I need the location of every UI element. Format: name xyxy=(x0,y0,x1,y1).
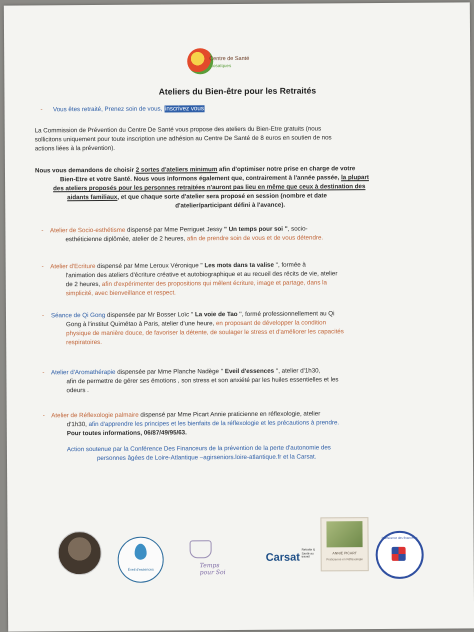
bullet: - xyxy=(41,263,44,271)
drop-icon xyxy=(135,544,147,560)
logo-subname: Mosaïques xyxy=(209,63,232,69)
notice-text: afin d'optimiser notre prise en charge de votre xyxy=(217,165,356,174)
workshop-text: '', atelier d'1h30, xyxy=(274,367,321,375)
workshop-quote: Les mots dans ta valise xyxy=(204,261,274,270)
workshop-name: Atelier d'Ecriture xyxy=(50,263,96,271)
workshop-text: Gong à l'institut Quimétao à Paris, atelier d'une heure, xyxy=(66,320,216,329)
workshop-benefit: afin d'expérimenter des propositions qui mêlent écriture, image et partage, dans la xyxy=(101,279,328,288)
card-name: ANNIE PICART xyxy=(332,551,357,556)
workshop-line xyxy=(67,419,339,429)
commission-line: sollicitons uniquement pour toute inscription une adhésion au Centre De Santé de 8 euros en soutien de nos xyxy=(34,134,332,144)
intro-bullet: - xyxy=(40,106,43,114)
logo-name: Centre de Santé xyxy=(209,55,250,63)
intro-highlight: inscrivez vous xyxy=(165,105,204,113)
card-image xyxy=(326,521,362,547)
notice-line: d'atelier/participant défini à l'avance). xyxy=(175,201,286,210)
workshop-line: afin de permettre de gérer ses émotions , son stress et son anxiété par les huiles essentielles et les xyxy=(66,376,339,386)
workshop-line xyxy=(66,279,327,289)
workshop-text: esthéticienne diplômée, atelier de 2 heures, xyxy=(65,235,187,244)
round-logo-caption: Conférence des financeurs xyxy=(381,535,418,541)
carsat-tagline: Retraite & Santé au travail xyxy=(301,547,315,559)
partner-logos xyxy=(7,512,473,585)
teapot-icon xyxy=(190,540,212,558)
workshop-text: dispensé par Mme Leroux Véronique '' xyxy=(95,262,205,271)
workshop-text: dispensé par Mme Perriguet Jessy xyxy=(125,226,225,234)
workshop-line: l'animation des ateliers d'écriture créative et autobiographique et au recueil des récits de vie, atelier xyxy=(65,270,338,280)
workshop-text: '', formée à xyxy=(273,261,306,269)
workshop-quote: " Un temps pour soi " xyxy=(224,225,288,234)
workshop-name: Atelier d'Aromathérapie xyxy=(50,368,116,377)
notice-text: , et que chaque sorte d'atelier sera proposé en session (nombre et date xyxy=(117,192,327,201)
workshop-quote: Eveil d'essences xyxy=(224,367,275,376)
workshop-line xyxy=(65,234,323,244)
bullet: - xyxy=(41,227,44,235)
footer-line: personnes âgées de Loire-Atlantique –agirseniors.loire-atlantique.fr et la Carsat. xyxy=(96,453,317,462)
centre-sante-logo xyxy=(187,44,267,81)
notice-underlined: la plupart xyxy=(341,174,369,182)
drop-logo-caption: Éveil d'essences xyxy=(127,567,154,572)
reflexology-card xyxy=(320,517,368,571)
workshop-benefit: afin d'apprendre les principes et les bienfaits de la réflexologie et les précautions à prendre. xyxy=(88,419,340,429)
workshop-name: Séance de Qi Gong xyxy=(50,311,106,320)
workshop-text: dispensée par Mr Bosser Loïc '' xyxy=(105,311,196,319)
workshop-benefit: afin de prendre soin de vous et de vous détendre. xyxy=(186,234,324,243)
workshop-line: odeurs . xyxy=(66,387,89,395)
notice-underlined: 2 sortes d'ateliers minimum xyxy=(135,166,218,174)
conference-financeurs-logo xyxy=(375,531,423,579)
intro-text: Vous êtes retraité, Prenez soin de vous, xyxy=(52,105,163,114)
workshop-text: de 2 heures, xyxy=(65,280,102,289)
tea-logo-caption: Temps pour Soi xyxy=(199,562,226,577)
commission-line: actions liées à la prévention). xyxy=(34,144,115,153)
workshop-quote: La voie de Tao xyxy=(194,311,238,319)
intro-line xyxy=(41,105,205,115)
workshop-name: Atelier de Réflexologie palmaire xyxy=(51,411,139,420)
bullet: - xyxy=(42,369,45,377)
temps-pour-soi-logo xyxy=(186,536,230,580)
card-role: Praticienne en Réflexologie xyxy=(326,557,363,562)
notice-line xyxy=(67,192,327,202)
contact-info: Pour toutes informations, 06/87/49/95/63. xyxy=(66,429,187,438)
workshop-name: Atelier de Socio-esthétisme xyxy=(49,226,126,235)
page-title: Ateliers du Bien-être pour les Retraités xyxy=(158,85,317,97)
footer-line: Action soutenue par la Conférence Des Financeurs de la prévention de la perte d'autonomie des xyxy=(66,444,331,454)
essence-drop-logo xyxy=(118,537,164,583)
bullet: - xyxy=(42,412,45,420)
workshop-line: simplicité, avec bienveillance et respect. xyxy=(65,289,176,298)
carsat-wordmark: Carsat xyxy=(265,551,300,564)
notice-underlined: aidants familiaux xyxy=(67,193,118,202)
bullet: - xyxy=(41,312,45,320)
notice-text: Nous vous demandons de choisir xyxy=(34,166,136,175)
portrait-logo xyxy=(57,531,101,575)
workshop-text: d'1h30, xyxy=(66,421,89,429)
workshop-text: '', formé professionnellement au Qi xyxy=(237,310,335,319)
workshop-benefit: en proposant de développer la condition xyxy=(215,319,327,328)
workshop-line: respiratoires. xyxy=(66,338,102,347)
workshop-text: dispensé par Mme Picart Annie praticienne en réflexologie, atelier xyxy=(138,410,321,419)
flyer-page xyxy=(4,2,474,631)
notice-underlined: des ateliers proposés pour les personnes retraitées n'auront pas lieu en même que ceux à destination des xyxy=(53,183,366,193)
cross-emblem-icon xyxy=(392,547,406,561)
carsat-logo xyxy=(266,547,316,567)
workshop-text: , socio- xyxy=(287,225,308,233)
notice-text: Bien-Etre et votre Santé. Nous vous informons également que, contrairement à l'année passée, xyxy=(60,174,342,184)
workshop-line: physique de manière douce, de favoriser la détente, de soulager le stress et d'améliorer les capacités xyxy=(66,328,344,338)
commission-line: La Commission de Prévention du Centre De Santé vous propose des ateliers du Bien-Etre gratuits (nous xyxy=(34,125,322,135)
workshop-text: dispensée par Mme Planche Nadège '' xyxy=(115,368,225,376)
